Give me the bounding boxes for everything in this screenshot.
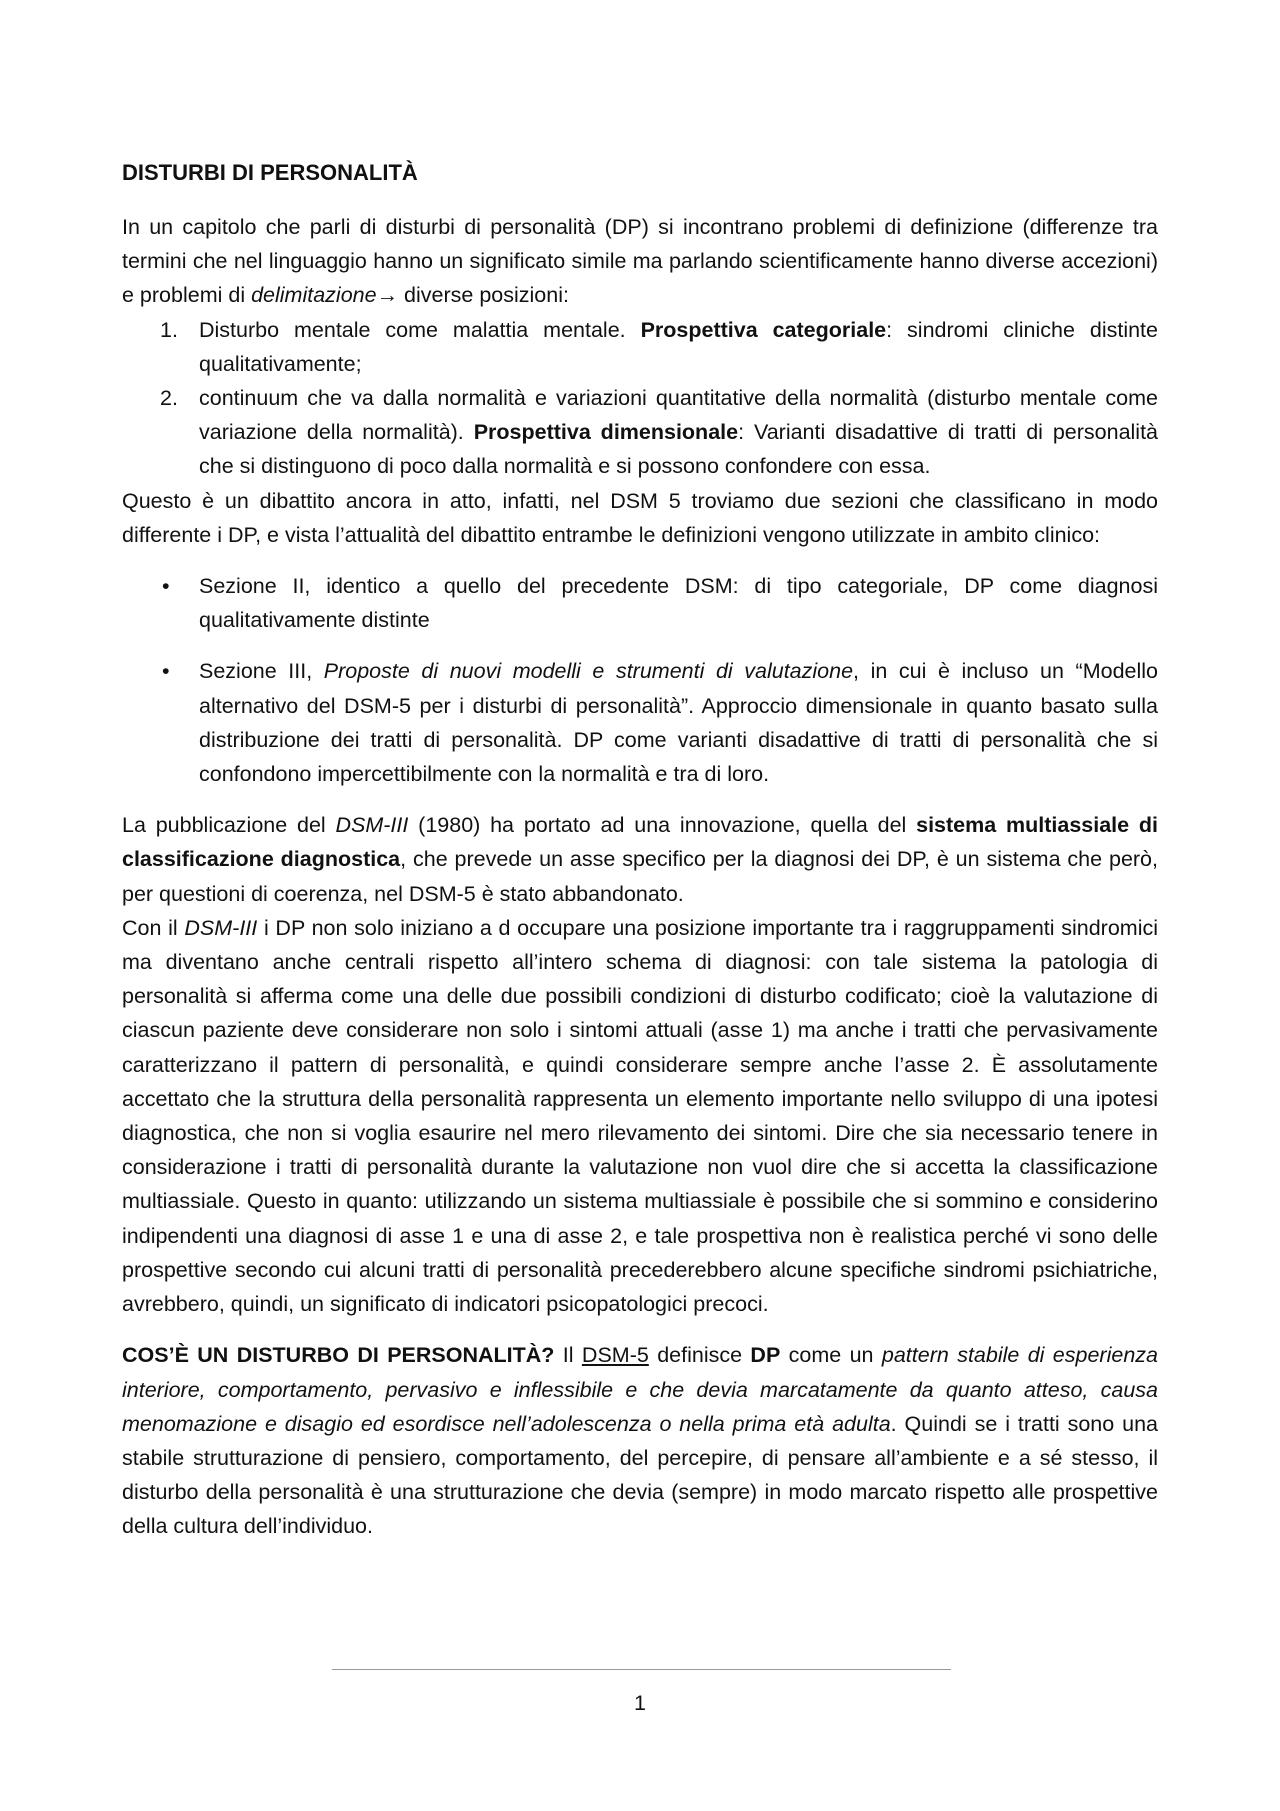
intro-paragraph bbox=[122, 210, 1158, 313]
dsm3-bold: sistema multiassiale di classificazione diagnostica bbox=[122, 813, 1158, 872]
bullet-item bbox=[122, 569, 1158, 637]
definition-text: Il bbox=[554, 1343, 582, 1368]
definition-heading: COS’È UN DISTURBO DI PERSONALITÀ? bbox=[122, 1343, 555, 1368]
document-title: DISTURBI DI PERSONALITÀ bbox=[122, 160, 418, 185]
definition-text: . Quindi se i tratti sono una stabile strutturazione di pensiero, comportamento, del percepire, di pensare all’ambiente e a sé stesso, il disturbo della personalità è una strutturazione che devia (sempre) in modo marcato rispetto alle prospettive della cultura dell’individuo. bbox=[122, 1411, 1158, 1539]
followup-text: i DP non solo iniziano a d occupare una posizione importante tra i raggruppamenti sindromici ma diventano anche centrali rispetto all’intero schema di diagnosi: con tale sistema la patologia di personalità si afferma come una delle due possibili condizioni di disturbo codificato; cioè la valutazione di ciascun paziente deve considerare non solo i sintomi attuali (asse 1) ma anche i tratti che pervasivamente caratterizzano il pattern di personalità, e quindi considerare sempre anche l’asse 2. È assolutamente accettato che la struttura della personalità rappresenta un elemento importante nello sviluppo di una ipotesi diagnostica, che non si voglia esaurire nel mero rilevamento dei sintomi. Dire che sia necessario tenere in considerazione i tratti di personalità durante la valutazione non vuol dire che si accetta la classificazione multiassiale. Questo in quanto: utilizzando un sistema multiassiale è possibile che si sommino e considerino indipendenti una diagnosi di asse 1 e una di asse 2, e tale prospettiva non è realistica perché vi sono delle prospettive secondo cui alcuni tratti di personalità precederebbero alcune specifiche sindromi psichiatriche, avrebbero, quindi, un significato di indicatori psicopatologici precoci. bbox=[122, 915, 1158, 1317]
intro-text-a: In un capitolo che parli di disturbi di personalità (DP) si incontrano problemi di definizione (differenze tra termini che nel linguaggio hanno un significato simile ma parlando scientificamente hanno diverse accezioni) e problemi di bbox=[122, 215, 1158, 308]
list-number: 1. bbox=[160, 317, 178, 342]
bullet-italic: Proposte di nuovi modelli e strumenti di valutazione bbox=[323, 659, 854, 684]
dsm3-text: La pubblicazione del bbox=[122, 813, 336, 838]
dsm3-paragraph bbox=[122, 808, 1158, 911]
definition-paragraph bbox=[122, 1338, 1158, 1543]
definition-italic: pattern stabile di esperienza interiore, comportamento, pervasivo e inflessibile e che devia marcatamente da quanto atteso, causa menomazione e disagio ed esordisce nell’adolescenza o nella prima età adulta bbox=[122, 1343, 1158, 1436]
dsm3-text: (1980) ha portato ad una innovazione, quella del bbox=[408, 813, 917, 838]
bullet-text: Sezione II, identico a quello del precedente DSM: di tipo categoriale, DP come diagnosi qualitativamente distinte bbox=[199, 574, 1158, 633]
intro-text-b: diverse posizioni: bbox=[398, 283, 569, 308]
document-body bbox=[122, 210, 1158, 1544]
bullet-icon: • bbox=[162, 659, 170, 684]
list-item-text: : Varianti disadattive di tratti di personalità che si distinguono di poco dalla normalità e si possono confondere con essa. bbox=[199, 420, 1159, 479]
intro-italic: delimitazione bbox=[251, 283, 377, 308]
list-item-text: : sindromi cliniche distinte qualitativamente; bbox=[199, 317, 1158, 376]
definition-bold: DP bbox=[750, 1343, 781, 1368]
bullet-icon: • bbox=[162, 574, 170, 599]
list-item-bold: Prospettiva dimensionale bbox=[473, 420, 739, 445]
list-item bbox=[122, 313, 1158, 381]
definition-text: come un bbox=[780, 1343, 882, 1368]
dsm3-italic: DSM-III bbox=[335, 813, 409, 838]
list-item-bold: Prospettiva categoriale bbox=[640, 317, 887, 342]
list-number: 2. bbox=[160, 386, 178, 411]
followup-text: Con il bbox=[122, 915, 185, 940]
list-item-text: continuum che va dalla normalità e variazioni quantitative della normalità (disturbo mentale come variazione della normalità). bbox=[199, 386, 1158, 445]
list-item bbox=[122, 381, 1158, 484]
bullet-text: Sezione III, bbox=[199, 659, 324, 684]
page-number: 1 bbox=[634, 1691, 646, 1715]
dsm3-followup-paragraph bbox=[122, 911, 1158, 1321]
dsm5-underlined: DSM-5 bbox=[581, 1343, 649, 1368]
bullet-text: , in cui è incluso un “Modello alternativo del DSM-5 per i disturbi di personalità”. Approccio dimensionale in quanto basato sulla distribuzione dei tratti di personalità. DP come varianti disadattive di tratti di personalità che si confondono impercettibilmente con la normalità e tra di loro. bbox=[199, 659, 1158, 787]
arrow-glyph: → bbox=[376, 283, 399, 308]
paragraph-spacer bbox=[122, 1321, 1158, 1338]
list-item-text: Disturbo mentale come malattia mentale. bbox=[199, 317, 641, 342]
bullet-item bbox=[122, 654, 1158, 791]
numbered-list bbox=[122, 313, 1158, 484]
dsm3-text: , che prevede un asse specifico per la diagnosi dei DP, è un sistema che però, per questioni di coerenza, nel DSM-5 è stato abbandonato. bbox=[122, 847, 1158, 906]
debate-paragraph: Questo è un dibattito ancora in atto, infatti, nel DSM 5 troviamo due sezioni che classificano in modo differente i DP, e vista l’attualità del dibattito entrambe le definizioni vengono utilizzate in ambito clinico: bbox=[122, 488, 1158, 547]
definition-text: definisce bbox=[648, 1343, 751, 1368]
footer-divider bbox=[332, 1669, 951, 1670]
bullet-list bbox=[122, 569, 1158, 791]
followup-italic: DSM-III bbox=[184, 915, 258, 940]
